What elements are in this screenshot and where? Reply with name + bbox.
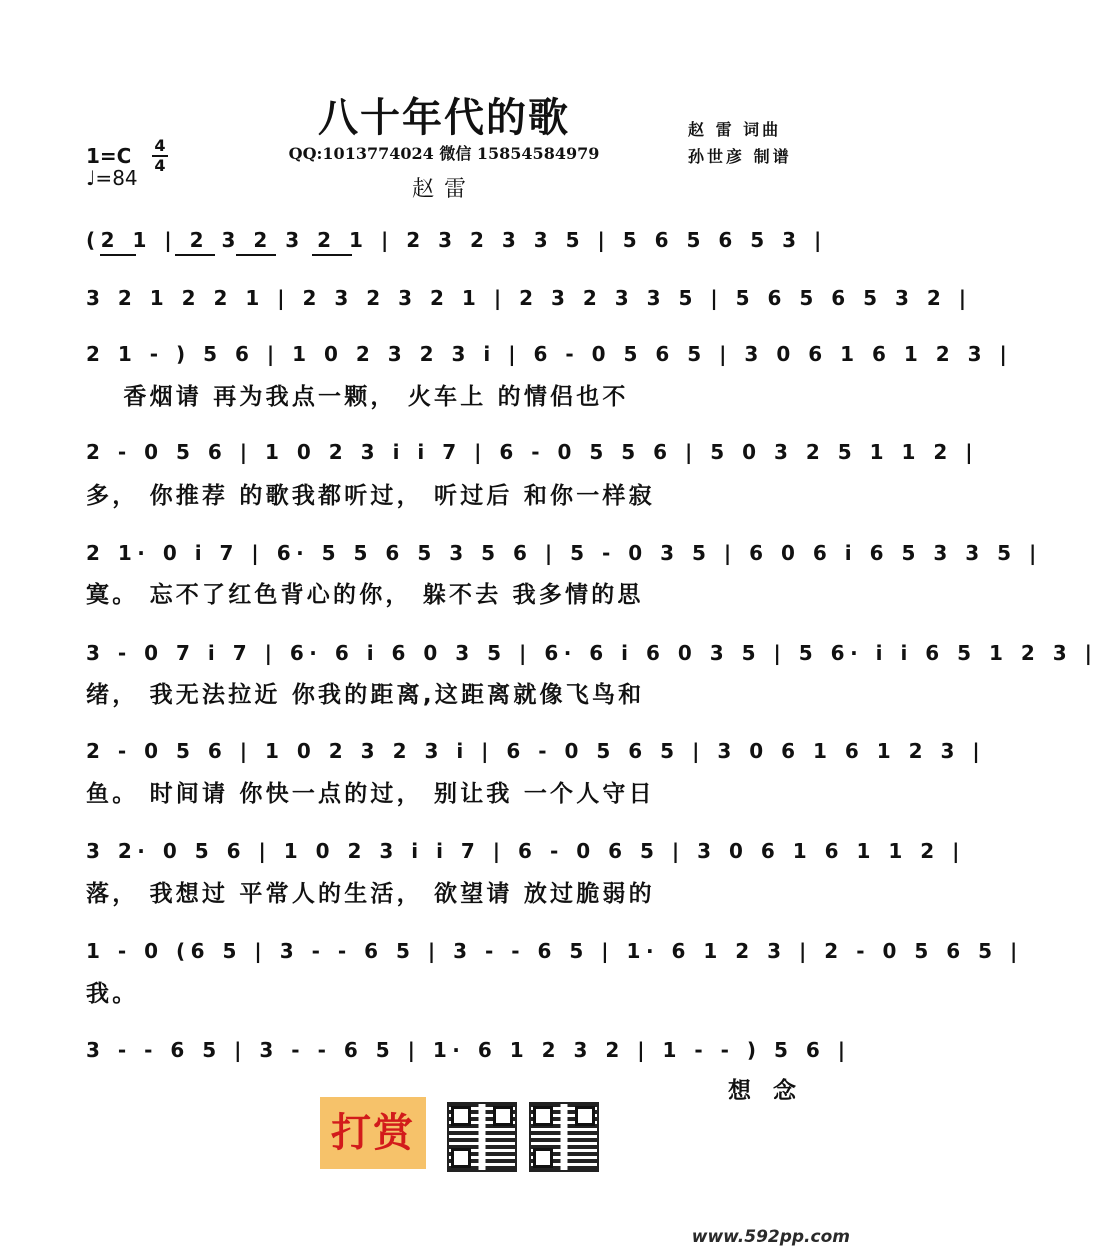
- time-signature: [150, 138, 170, 174]
- ending-lyric: 想念: [728, 1078, 818, 1104]
- qr-code-icon: [447, 1102, 517, 1172]
- score-row-3-lyrics: 香烟请 再为我点一颗， 火车上 的情侣也不: [86, 384, 629, 410]
- score-row-8-notes: 3 2· 0 5 6 | 1 0 2 3 i i 7 | 6 - 0 6 5 | 3 0 6 1 6 1 1 2 |: [86, 839, 965, 863]
- score-row-4-notes: 2 - 0 5 6 | 1 0 2 3 i i 7 | 6 - 0 5 5 6 | 5 0 3 2 5 1 1 2 |: [86, 440, 979, 464]
- score-row-9-lyrics: 我。: [86, 981, 139, 1007]
- score-row-10-notes: 3 - - 6 5 | 3 - - 6 5 | 1· 6 1 2 3 2 | 1 - - ) 5 6 |: [86, 1038, 851, 1062]
- score-row-5-lyrics: 寞。 忘不了红色背心的你， 躲不去 我多情的思: [86, 582, 644, 608]
- qr-code-icon: [529, 1102, 599, 1172]
- website-watermark[interactable]: www.592pp.com: [691, 1227, 850, 1247]
- tempo-marking: ♩=84: [86, 166, 138, 190]
- score-row-5-notes: 2 1· 0 i 7 | 6· 5 5 6 5 3 5 6 | 5 - 0 3 5 | 6 0 6 i 6 5 3 3 5 |: [86, 541, 1042, 565]
- score-row-3-notes: 2 1 - ) 5 6 | 1 0 2 3 2 3 i | 6 - 0 5 6 5 | 3 0 6 1 6 1 2 3 |: [86, 342, 1013, 366]
- lyricist-composer-credit: 赵 雷 词曲: [688, 120, 782, 139]
- score-row-7-notes: 2 - 0 5 6 | 1 0 2 3 2 3 i | 6 - 0 5 6 5 | 3 0 6 1 6 1 2 3 |: [86, 739, 986, 763]
- key-signature: 1=C: [86, 144, 132, 168]
- rhythm-underline: [175, 254, 215, 256]
- score-row-2-notes: 3 2 1 2 2 1 | 2 3 2 3 2 1 | 2 3 2 3 3 5 | 5 6 5 6 5 3 2 |: [86, 286, 972, 310]
- contact-info: QQ:1013774024 微信 15854584979: [288, 144, 600, 163]
- score-row-8-lyrics: 落， 我想过 平常人的生活， 欲望请 放过脆弱的: [86, 881, 655, 907]
- time-signature-top: 4: [154, 136, 166, 155]
- score-row-7-lyrics: 鱼。 时间请 你快一点的过， 别让我 一个人守日: [86, 781, 655, 807]
- score-row-4-lyrics: 多， 你推荐 的歌我都听过， 听过后 和你一样寂: [86, 483, 655, 509]
- reward-button[interactable]: 打赏: [320, 1097, 426, 1169]
- singer-name: 赵雷: [411, 177, 476, 202]
- time-signature-bottom: 4: [154, 156, 166, 175]
- arranger-credit: 孙世彦 制谱: [688, 147, 792, 166]
- score-row-1-notes: (2 1 | 2 3 2 3 2 1 | 2 3 2 3 3 5 | 5 6 5 6 5 3 |: [86, 228, 827, 252]
- score-row-6-lyrics: 绪， 我无法拉近 你我的距离,这距离就像飞鸟和: [86, 682, 645, 708]
- rhythm-underline: [312, 254, 352, 256]
- song-title: 八十年代的歌: [318, 94, 570, 141]
- score-row-9-notes: 1 - 0 (6 5 | 3 - - 6 5 | 3 - - 6 5 | 1· 6 1 2 3 | 2 - 0 5 6 5 |: [86, 939, 1023, 963]
- rhythm-underline: [100, 254, 136, 256]
- rhythm-underline: [236, 254, 276, 256]
- score-row-6-notes: 3 - 0 7 i 7 | 6· 6 i 6 0 3 5 | 6· 6 i 6 0 3 5 | 5 6· i i 6 5 1 2 3 |: [86, 641, 1097, 665]
